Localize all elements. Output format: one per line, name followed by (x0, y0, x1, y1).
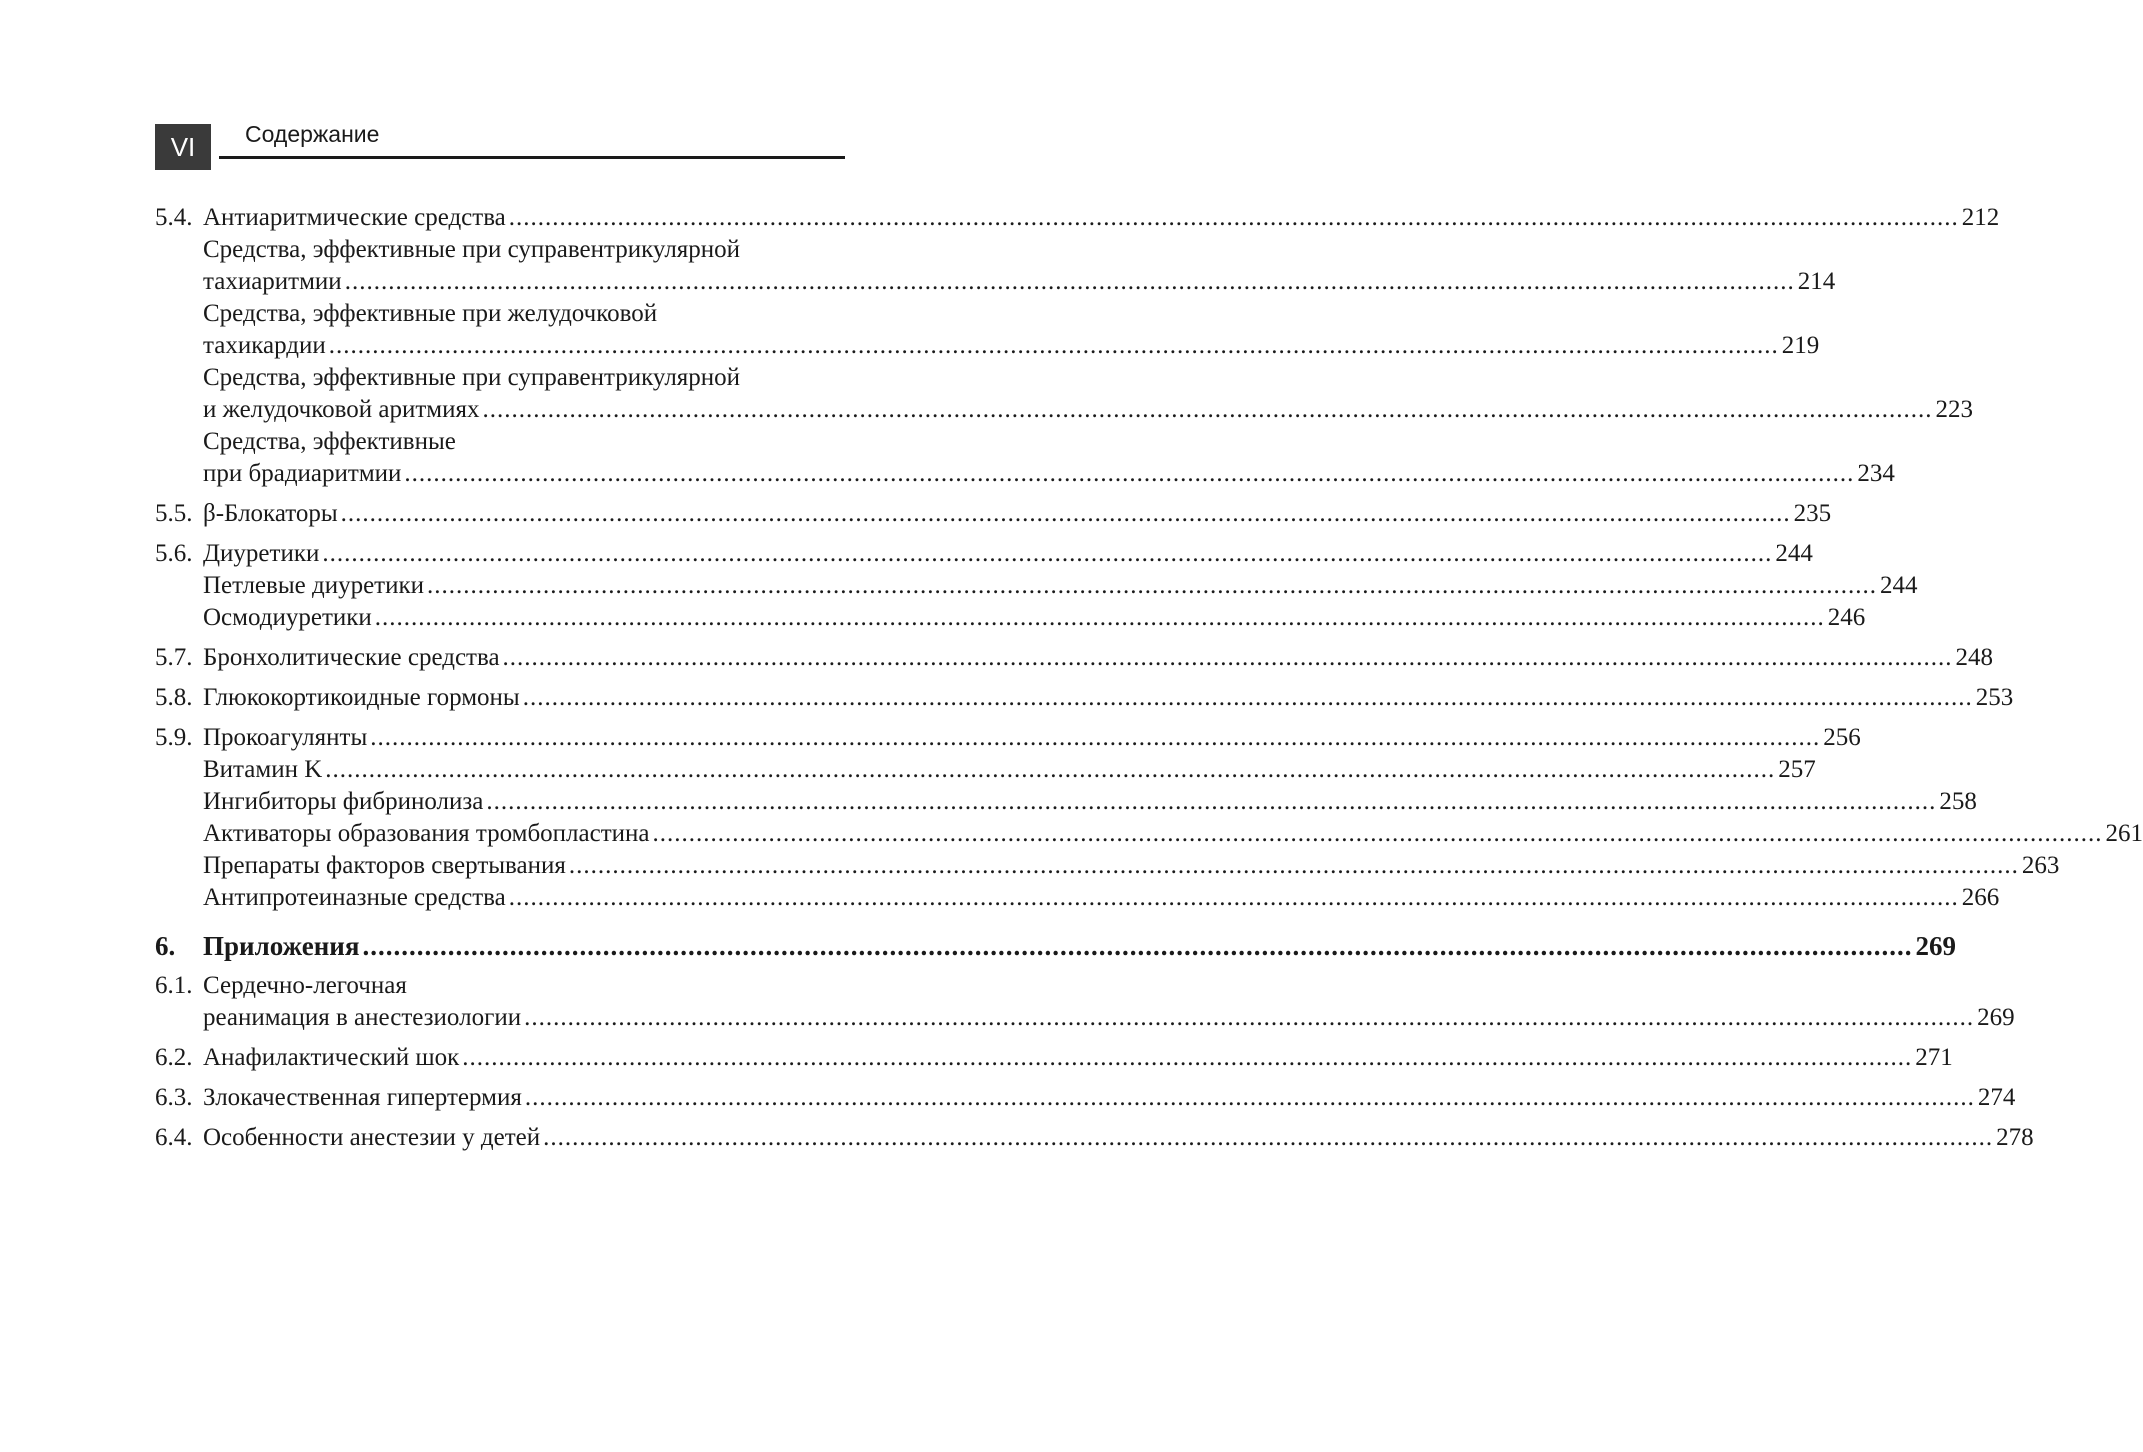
page-number-badge: VI (155, 124, 211, 170)
toc-entry: тахикардии ........................................................................................................................................................................................................ 219 (155, 330, 845, 362)
toc-title: Глюкокортикоидные гормоны (203, 682, 520, 714)
toc-page: 263 (2021, 852, 2060, 879)
toc-page: 244 (1775, 540, 1813, 567)
toc-title: при брадиаритмии (203, 458, 401, 490)
toc-entry (155, 298, 845, 330)
toc-entry: 5.6. Диуретики ........................................................................................................................................................................................................ 244 (155, 538, 845, 570)
toc-page: 234 (1857, 460, 1895, 487)
toc-page: 269 (1977, 1004, 2015, 1031)
toc-title: Средства, эффективные (203, 428, 456, 455)
toc-title: Активаторы образования тромбопластина (203, 818, 649, 850)
toc-page: 253 (1975, 684, 2014, 711)
toc-page: 212 (1961, 204, 2000, 231)
toc-title: Прокоагулянты (203, 722, 367, 754)
toc-entry: Витамин K ........................................................................................................................................................................................................ 257 (155, 754, 845, 786)
toc-title: Ингибиторы фибринолиза (203, 786, 483, 818)
toc-entry: реанимация в анестезиологии ........................................................................................................................................................................................................ 269 (155, 1002, 845, 1034)
toc-entry: 6.2. Анафилактический шок ........................................................................................................................................................................................................ 271 (155, 1042, 845, 1074)
toc-page: 261 (2105, 820, 2143, 847)
toc-title: Антиаритмические средства (203, 202, 506, 234)
toc-title: Анафилактический шок (203, 1042, 459, 1074)
toc-page: 278 (1996, 1124, 2034, 1151)
toc-entry: Петлевые диуретики ........................................................................................................................................................................................................ 244 (155, 570, 845, 602)
toc-number: 5.4. (155, 204, 193, 231)
toc-entry: Антипротеиназные средства ........................................................................................................................................................................................................ 266 (155, 882, 845, 914)
running-header (155, 120, 845, 172)
toc-entry (155, 234, 845, 266)
toc-entry: 5.5. β-Блокаторы ........................................................................................................................................................................................................ 235 (155, 498, 845, 530)
toc-chapter: 6. Приложения ........................................................................................................................................................................................................ 269 (155, 931, 1956, 961)
toc-entry (155, 970, 845, 1002)
toc-title: Антипротеиназные средства (203, 882, 506, 914)
toc-number: 6.3. (155, 1084, 193, 1111)
toc-page: 258 (1939, 788, 1977, 815)
toc-page: 257 (1778, 756, 1816, 783)
toc-title: Витамин K (203, 754, 322, 786)
toc-entry: Активаторы образования тромбопластина ........................................................................................................................................................................................................ 261 (155, 818, 845, 850)
table-of-contents (155, 202, 2143, 1154)
toc-number: 6.2. (155, 1044, 193, 1071)
toc-number: 5.7. (155, 644, 193, 671)
toc-title: Средства, эффективные при желудочковой (203, 300, 658, 327)
toc-page: 244 (1880, 572, 1918, 599)
toc-title: Средства, эффективные при суправентрикулярной (203, 364, 741, 391)
toc-entry: 5.8. Глюкокортикоидные гормоны ........................................................................................................................................................................................................ 253 (155, 682, 845, 714)
toc-entry: Ингибиторы фибринолиза ........................................................................................................................................................................................................ 258 (155, 786, 845, 818)
toc-title: Диуретики (203, 538, 319, 570)
toc-title: Приложения (203, 931, 360, 961)
toc-entry: 5.9. Прокоагулянты ........................................................................................................................................................................................................ 256 (155, 722, 845, 754)
toc-title: и желудочковой аритмиях (203, 394, 479, 426)
toc-entry: 6.4. Особенности анестезии у детей ........................................................................................................................................................................................................ 278 (155, 1122, 845, 1154)
toc-number: 5.6. (155, 540, 193, 567)
toc-title: β-Блокаторы (203, 498, 338, 530)
toc-title: тахикардии (203, 330, 326, 362)
toc-entry: и желудочковой аритмиях ........................................................................................................................................................................................................ 223 (155, 394, 845, 426)
toc-title: Петлевые диуретики (203, 570, 424, 602)
toc-entry: 6.3. Злокачественная гипертермия ........................................................................................................................................................................................................ 274 (155, 1082, 845, 1114)
toc-title: Особенности анестезии у детей (203, 1122, 540, 1154)
toc-entry: при брадиаритмии ........................................................................................................................................................................................................ 234 (155, 458, 845, 490)
toc-entry: Препараты факторов свертывания ........................................................................................................................................................................................................ 263 (155, 850, 845, 882)
header-rule (219, 156, 845, 159)
toc-number: 5.5. (155, 500, 193, 527)
toc-entry (155, 362, 845, 394)
toc-page: 246 (1827, 604, 1866, 631)
toc-page: 248 (1955, 644, 1994, 671)
toc-entry (155, 426, 845, 458)
toc-number: 5.8. (155, 684, 193, 711)
toc-title: Препараты факторов свертывания (203, 850, 566, 882)
toc-page: 269 (1915, 931, 1956, 961)
toc-entry: 5.7. Бронхолитические средства ........................................................................................................................................................................................................ 248 (155, 642, 845, 674)
toc-title: тахиаритмии (203, 266, 342, 298)
toc-page: 235 (1793, 500, 1832, 527)
toc-number: 5.9. (155, 724, 193, 751)
toc-page: 266 (1961, 884, 2000, 911)
toc-number: 6.4. (155, 1124, 193, 1151)
toc-number: 6.1. (155, 972, 193, 999)
toc-page: 274 (1977, 1084, 2016, 1111)
header-title: Содержание (245, 121, 380, 147)
toc-entry: 5.4. Антиаритмические средства ........................................................................................................................................................................................................ 212 (155, 202, 845, 234)
toc-entry: Осмодиуретики ........................................................................................................................................................................................................ 246 (155, 602, 845, 634)
toc-title: Средства, эффективные при суправентрикулярной (203, 236, 741, 263)
toc-title: Злокачественная гипертермия (203, 1082, 522, 1114)
toc-entry: тахиаритмии ........................................................................................................................................................................................................ 214 (155, 266, 845, 298)
toc-title: Сердечно-легочная (203, 972, 407, 999)
toc-title: Осмодиуретики (203, 602, 372, 634)
toc-page: 256 (1823, 724, 1861, 751)
toc-page: 214 (1797, 268, 1836, 295)
toc-title: Бронхолитические средства (203, 642, 500, 674)
toc-page: 271 (1915, 1044, 1953, 1071)
toc-title: реанимация в анестезиологии (203, 1002, 521, 1034)
toc-page: 219 (1781, 332, 1820, 359)
toc-page: 223 (1935, 396, 1973, 423)
toc-number: 6. (155, 931, 176, 961)
